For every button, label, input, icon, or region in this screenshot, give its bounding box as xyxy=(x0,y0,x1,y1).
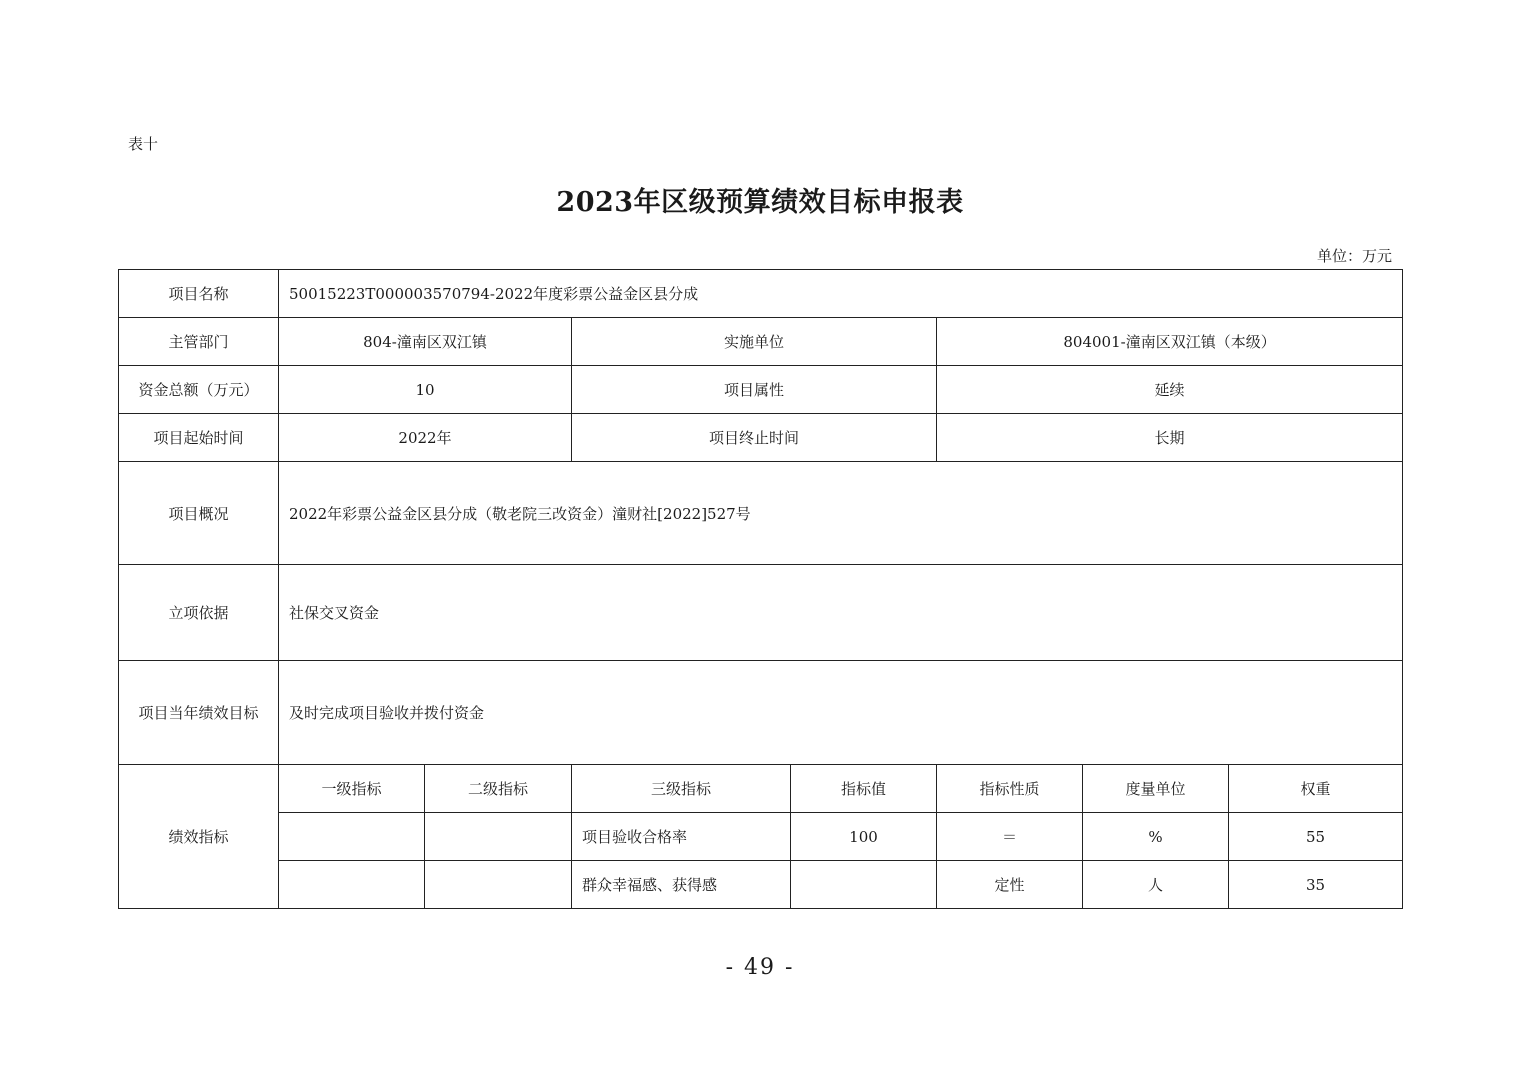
indicator-header: 指标性质 xyxy=(937,765,1083,813)
end-time-label: 项目终止时间 xyxy=(572,414,937,462)
total-funds-row xyxy=(119,366,1403,414)
indicator-row xyxy=(119,861,1403,909)
annual-goal-label: 项目当年绩效目标 xyxy=(119,661,279,765)
page-number: - 49 - xyxy=(725,955,795,980)
annual-goal-row xyxy=(119,661,1403,765)
indicators-label: 绩效指标 xyxy=(119,765,279,909)
indicator-header: 指标值 xyxy=(791,765,937,813)
indicator-weight: 35 xyxy=(1229,861,1403,909)
indicator-level1 xyxy=(279,861,425,909)
indicator-header-row xyxy=(119,765,1403,813)
indicator-level2 xyxy=(425,813,572,861)
overview-value: 2022年彩票公益金区县分成（敬老院三改资金）潼财社[2022]527号 xyxy=(279,462,1403,565)
project-attribute-label: 项目属性 xyxy=(572,366,937,414)
department-row xyxy=(119,318,1403,366)
total-funds-value: 10 xyxy=(279,366,572,414)
project-period-row xyxy=(119,414,1403,462)
indicator-nature: ＝ xyxy=(937,813,1083,861)
department-value: 804-潼南区双江镇 xyxy=(279,318,572,366)
indicator-row xyxy=(119,813,1403,861)
budget-performance-form xyxy=(118,269,1403,909)
indicator-value xyxy=(791,861,937,909)
end-time-value: 长期 xyxy=(937,414,1403,462)
indicator-header: 一级指标 xyxy=(279,765,425,813)
project-attribute-value: 延续 xyxy=(937,366,1403,414)
indicator-level1 xyxy=(279,813,425,861)
document-title: 2023年区级预算绩效目标申报表 xyxy=(556,187,964,218)
start-time-value: 2022年 xyxy=(279,414,572,462)
indicator-level2 xyxy=(425,861,572,909)
basis-row xyxy=(119,565,1403,661)
implementing-unit-label: 实施单位 xyxy=(572,318,937,366)
basis-label: 立项依据 xyxy=(119,565,279,661)
project-name-value: 50015223T000003570794-2022年度彩票公益金区县分成 xyxy=(279,270,1403,318)
basis-value: 社保交叉资金 xyxy=(279,565,1403,661)
annual-goal-value: 及时完成项目验收并拨付资金 xyxy=(279,661,1403,765)
start-time-label: 项目起始时间 xyxy=(119,414,279,462)
indicator-header: 权重 xyxy=(1229,765,1403,813)
indicator-header: 三级指标 xyxy=(572,765,791,813)
indicator-level3: 群众幸福感、获得感 xyxy=(572,861,791,909)
indicator-weight: 55 xyxy=(1229,813,1403,861)
project-name-row xyxy=(119,270,1403,318)
indicator-unit: % xyxy=(1083,813,1229,861)
indicator-header: 度量单位 xyxy=(1083,765,1229,813)
overview-row xyxy=(119,462,1403,565)
indicator-level3: 项目验收合格率 xyxy=(572,813,791,861)
indicator-nature: 定性 xyxy=(937,861,1083,909)
table-number-label: 表十 xyxy=(128,135,159,153)
department-label: 主管部门 xyxy=(119,318,279,366)
unit-label: 单位：万元 xyxy=(1316,247,1392,265)
indicator-unit: 人 xyxy=(1083,861,1229,909)
overview-label: 项目概况 xyxy=(119,462,279,565)
project-name-label: 项目名称 xyxy=(119,270,279,318)
indicator-header: 二级指标 xyxy=(425,765,572,813)
indicator-value: 100 xyxy=(791,813,937,861)
total-funds-label: 资金总额（万元） xyxy=(119,366,279,414)
implementing-unit-value: 804001-潼南区双江镇（本级） xyxy=(937,318,1403,366)
